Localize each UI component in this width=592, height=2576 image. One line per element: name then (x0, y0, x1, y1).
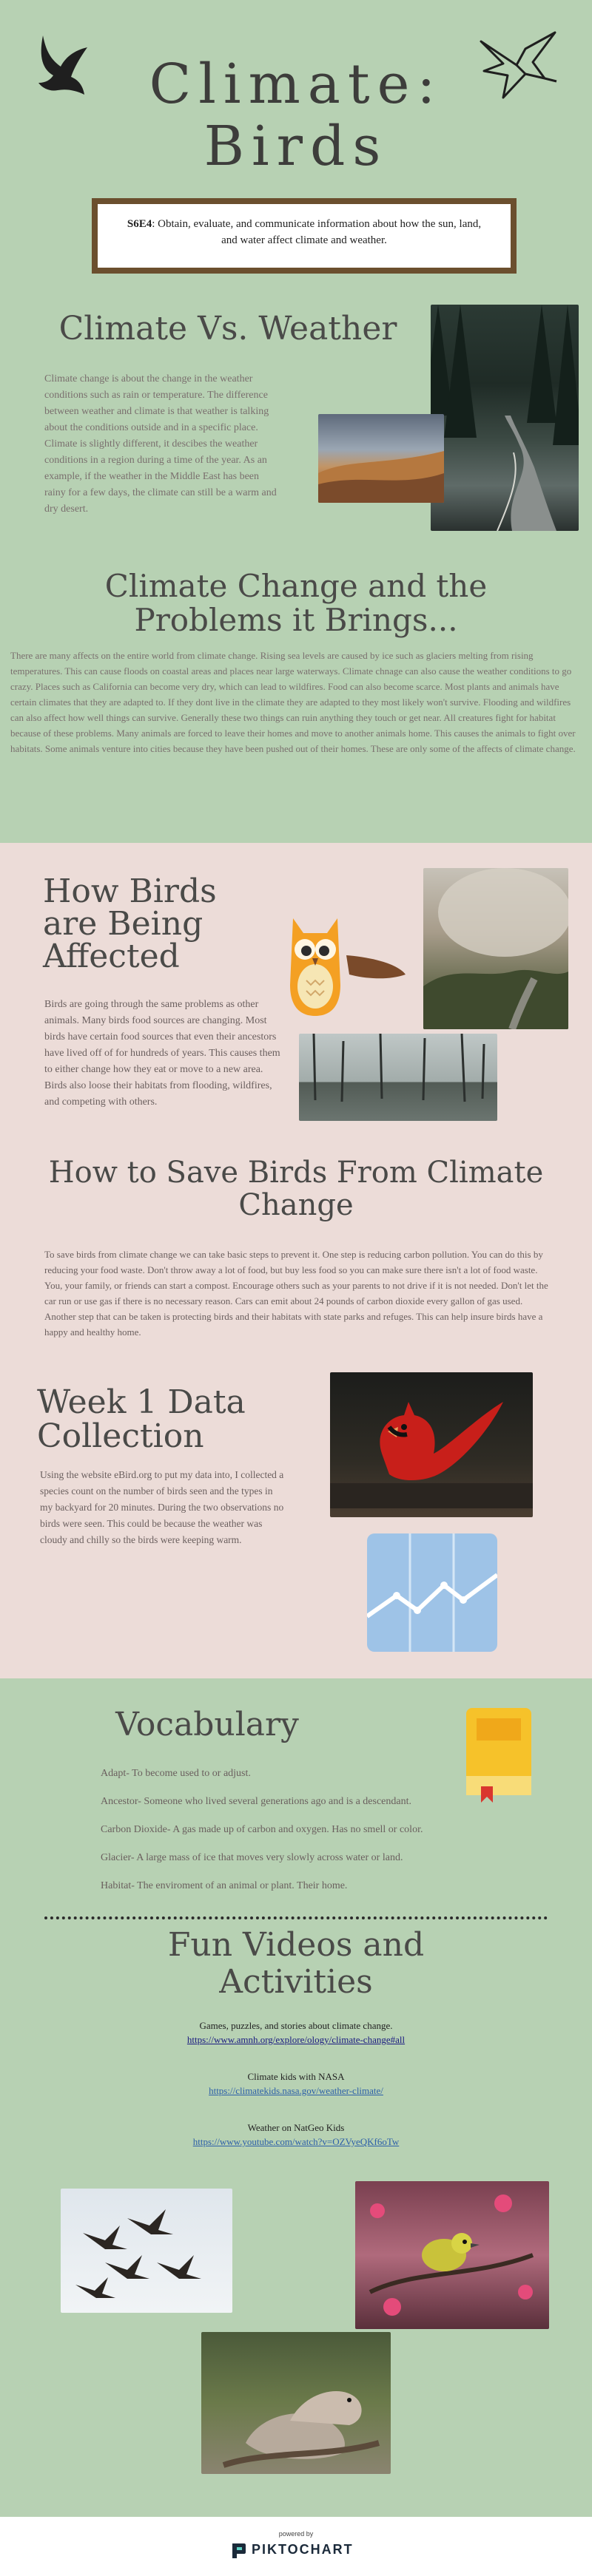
videos-heading (0, 1927, 592, 2001)
affected-heading (43, 872, 265, 975)
videos-list (0, 2020, 592, 2148)
doves-photo (201, 2332, 391, 2474)
week1-text: Using the website eBird.org to put my data into, I collected a species count on the number of birds seen and the types in my backyard for 20 minutes. During the two observations no birds were seen. This could be because the weather was cloudy and chilly so the birds were keeping warm. (40, 1469, 284, 1545)
video-link[interactable]: https://climatekids.nasa.gov/weather-climate/ (209, 2085, 383, 2096)
save-heading (0, 1156, 592, 1221)
video-label: Games, puzzles, and stories about climate change. (199, 2020, 393, 2031)
problems-heading (0, 569, 592, 637)
vocab-item: Glacier- A large mass of ice that moves very slowly across water or land. (101, 1852, 403, 1863)
affected-heading-line-3: Affected (43, 938, 180, 975)
problems-heading-line-1: Climate Change and the (104, 568, 488, 604)
video-label: Weather on NatGeo Kids (247, 2122, 345, 2133)
piktochart-logo[interactable] (229, 2541, 363, 2563)
desert-photo (318, 414, 444, 503)
title-line-1: Climate: (149, 52, 443, 116)
video-link[interactable]: https://www.youtube.com/watch?v=OZVyeQKf6oTw (192, 2136, 400, 2147)
problems-text: There are many affects on the entire world from climate change. Rising sea levels are caused by ice such as glaciers melting from rising temperatures. This can cause floods on coastal areas and places near large waterways. Climate chnage can also cause the weather conditions to go crazy. Places such as California can become very dry, which can lead to wildfires. Food can also become scarce. Most plants and animals have certain climates that they are adapted to. If they dont live in the climate they are adapted to they most likely won't survive. Flooding and wildfires can also affect how well things can survive. Generally these two things can ruin anything they touch or get near. All creatures fight for habitat because of these problems. Many animals are forced to leave their homes and move to another animals home. This causes the animals to fight over habitats. Some animals venture into cities because they have been pushed out of their homes. These are only some of the affects of climate change. (10, 650, 576, 754)
owl-icon (278, 904, 411, 1022)
geese-photo (61, 2189, 232, 2313)
save-heading-line-2: Change (238, 1188, 354, 1222)
book-icon (463, 1708, 534, 1803)
footer (0, 2517, 592, 2576)
vocab-item: Ancestor- Someone who lived several generations ago and is a descendant. (101, 1796, 411, 1807)
video-item (0, 2020, 592, 2046)
vocab-item: Habitat- The enviroment of an animal or plant. Their home. (101, 1880, 348, 1891)
vocabulary-heading: Vocabulary (115, 1706, 299, 1743)
pink-section (0, 843, 592, 1678)
piktochart-icon (229, 2542, 247, 2560)
powered-by-label: powered by (278, 2530, 314, 2538)
problems-heading-line-2: Problems it Brings... (134, 602, 458, 638)
line-chart-icon (367, 1533, 497, 1652)
vocabulary-list (101, 1766, 448, 1894)
standard-box (92, 198, 517, 274)
video-item (0, 2071, 592, 2097)
page-title (0, 53, 592, 177)
dotted-divider (44, 1916, 548, 1919)
piktochart-brand: PIKTOCHART (252, 2542, 354, 2557)
affected-heading-line-2: are Being (43, 905, 204, 943)
standard-code: S6E4 (127, 218, 152, 230)
climate-vs-weather-heading: Climate Vs. Weather (58, 310, 397, 348)
vocab-item: Adapt- To become used to or adjust. (101, 1768, 251, 1779)
standard-text: : Obtain, evaluate, and communicate information about how the sun, land, and water affect climate and weather. (152, 218, 482, 246)
week1-heading (37, 1383, 318, 1455)
save-heading-line-1: How to Save Birds From Climate (48, 1156, 544, 1190)
header-section (0, 0, 592, 843)
week1-heading-line-2: Collection (37, 1417, 204, 1455)
videos-heading-line-1: Fun Videos and (167, 1926, 425, 1964)
affected-heading-line-1: How Birds (43, 872, 217, 910)
video-item (0, 2122, 592, 2148)
videos-heading-line-2: Activities (219, 1963, 373, 2001)
forest-road-photo (431, 305, 579, 531)
flooded-forest-photo (299, 1034, 497, 1121)
wildfire-photo (423, 868, 568, 1029)
affected-text: Birds are going through the same problems as other animals. Many birds food sources are changing. Most birds have certain food sources that even their ancestors have lived off of for hundreds of years. This causes them to either change how they eat or move to a new area. Birds also loose their habitats from flooding, wildfires, and competing with others. (44, 999, 280, 1108)
video-link[interactable]: https://www.amnh.org/explore/ology/climate-change#all (186, 2034, 406, 2045)
warbler-photo (355, 2181, 549, 2329)
climate-vs-weather-text: Climate change is about the change in the weather conditions such as rain or temperature. The difference between weather and climate is that weather is talking about the conditions outside and in a specific place. Climate is slightly different, it descibes the weather conditions in a region during a time of the year. As an example, if the weather in the Middle East has been rainy for a few days, the climate can still be a warm and dry desert. (44, 373, 277, 515)
cardinal-photo (330, 1372, 533, 1517)
vocab-item: Carbon Dioxide- A gas made up of carbon and oxygen. Has no smell or color. (101, 1824, 423, 1835)
video-label: Climate kids with NASA (247, 2071, 345, 2082)
vocab-section (0, 1678, 592, 2517)
save-text: To save birds from climate change we can take basic steps to prevent it. One step is reducing carbon pollution. You can do this by reducing your food waste. Don't throw away a lot of food, but buy less food so you can make sure there isn't a lot of food waste. You, your family, or friends can start a compost. Encourage others such as your parents to not drive if it is not needed. Don't let the car run or use gas if there is no necessary reason. Cars can emit about 24 pounds of carbon dioxide every gallon of gas used. Another step that can be taken is protecting birds and their habitats with state parks and refuges. This can help insure birds have a happy and healthy home. (44, 1249, 548, 1338)
title-line-2: Birds (204, 115, 388, 178)
week1-heading-line-1: Week 1 Data (37, 1383, 246, 1421)
